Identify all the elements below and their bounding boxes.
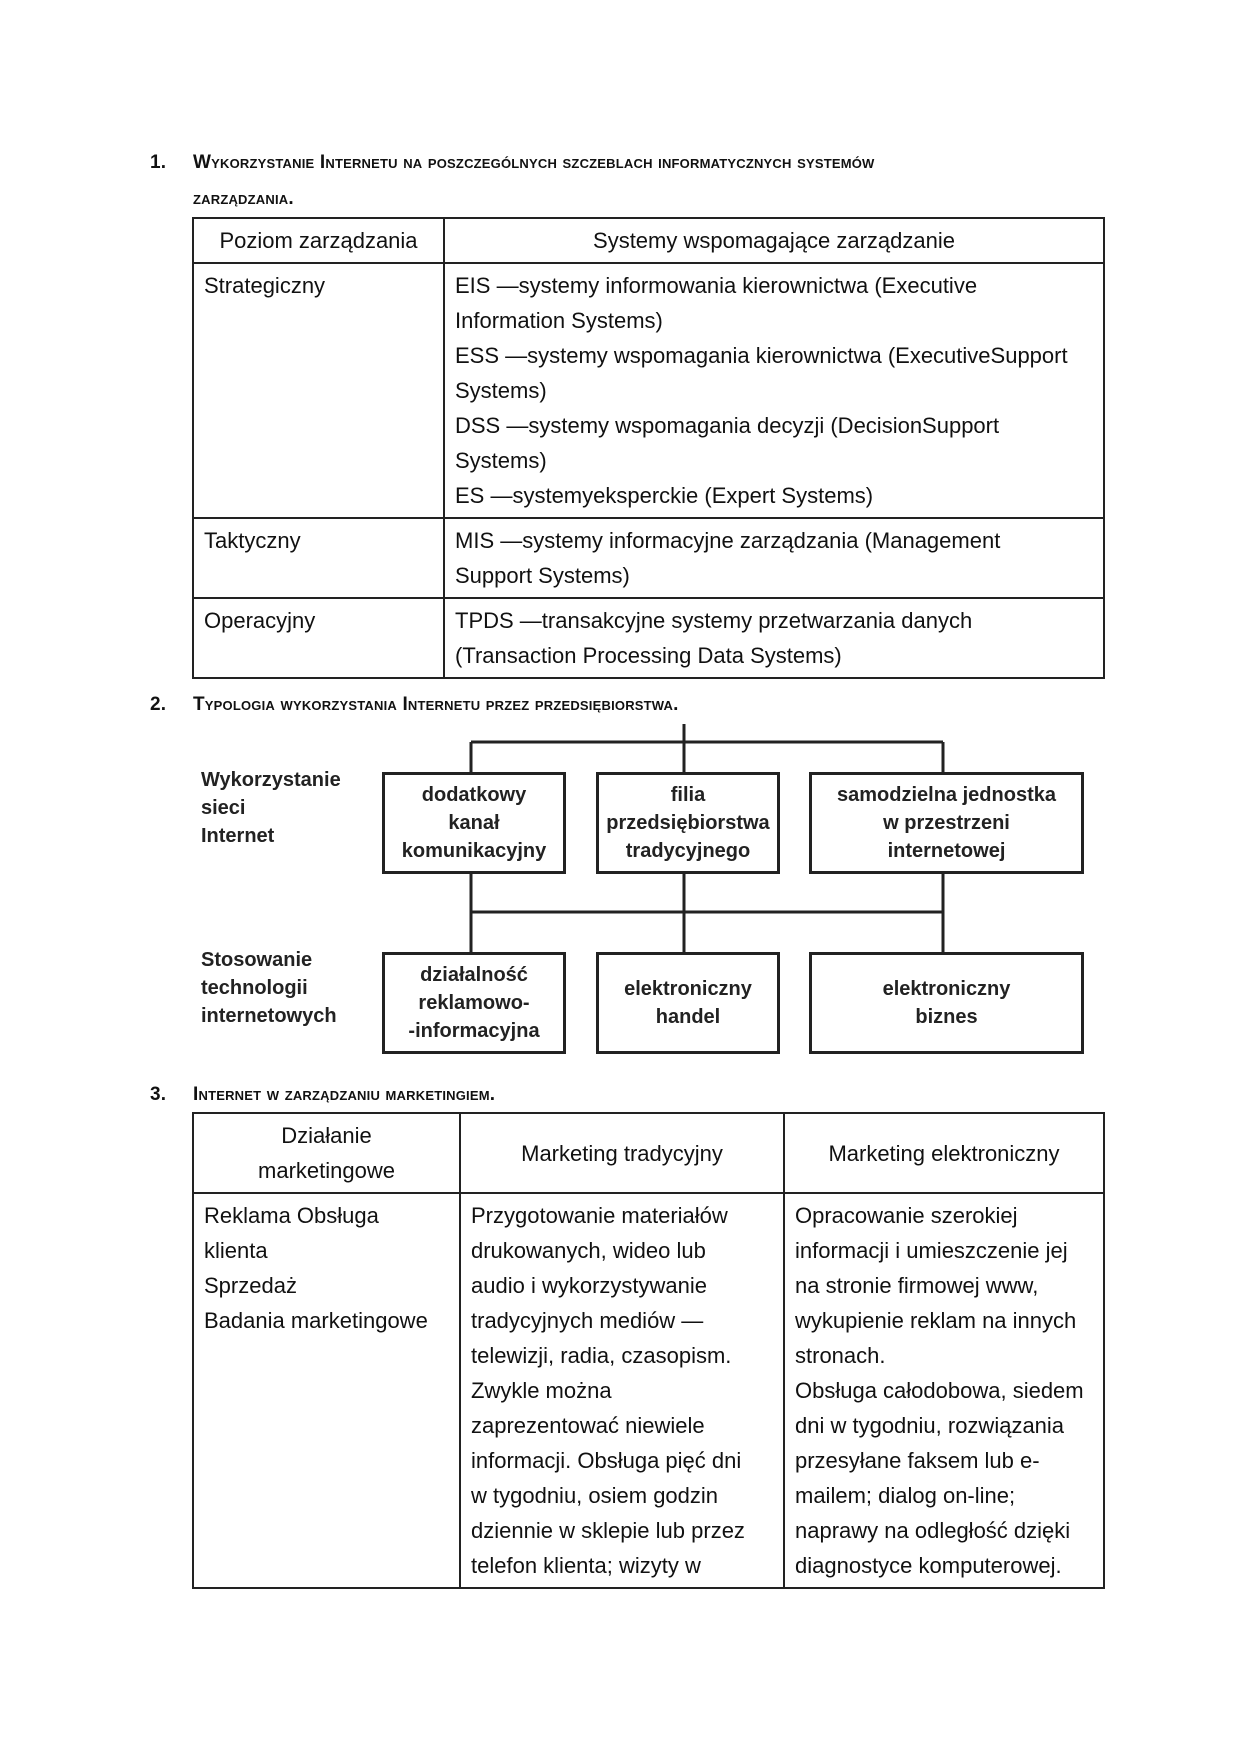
section1-number: 1.	[150, 152, 167, 173]
box-advertising-info: działalność reklamowo- -informacyjna	[382, 952, 566, 1054]
marketing-table	[192, 1112, 1105, 1589]
system-line: ES —systemyeksperckie (Expert Systems)	[455, 483, 874, 508]
header-electronic: Marketing elektroniczny	[784, 1113, 1104, 1193]
system-line: MIS —systemy informacyjne zarządzania (Management	[455, 528, 1001, 553]
table-header-row	[193, 1113, 1104, 1193]
system-line: TPDS —transakcyjne systemy przetwarzania danych	[455, 608, 973, 633]
header-traditional: Marketing tradycyjny	[460, 1113, 784, 1193]
box-additional-channel: dodatkowy kanał komunikacyjny	[382, 772, 566, 874]
system-line: Systems)	[455, 378, 547, 403]
system-line: Information Systems)	[455, 308, 663, 333]
box-independent-unit: samodzielna jednostka w przestrzeni internetowej	[809, 772, 1084, 874]
section1-heading-cont	[193, 182, 294, 216]
system-line: (Transaction Processing Data Systems)	[455, 643, 842, 668]
table-row	[193, 1193, 1104, 1588]
box-e-business: elektroniczny biznes	[809, 952, 1084, 1054]
section2-title: Typologia wykorzystania Internetu przez przedsiębiorstwa.	[193, 694, 679, 715]
section2-heading	[150, 688, 679, 722]
level-cell: Strategiczny	[193, 263, 444, 518]
system-line: Systems)	[455, 448, 547, 473]
box-branch-traditional: filia przedsiębiorstwa tradycyjnego	[596, 772, 780, 874]
box-e-commerce: elektroniczny handel	[596, 952, 780, 1054]
level-cell: Operacyjny	[193, 598, 444, 678]
section3-heading	[150, 1078, 495, 1112]
section1-title-line2: zarządzania.	[193, 188, 294, 209]
diagram-row1-label: Wykorzystanie sieci Internet	[201, 769, 341, 847]
system-line: EIS —systemy informowania kierownictwa (Executive	[455, 273, 978, 298]
header-level: Poziom zarządzania	[193, 218, 444, 263]
section3-number: 3.	[150, 1084, 167, 1105]
header-systems: Systemy wspomagające zarządzanie	[444, 218, 1104, 263]
system-line: DSS —systemy wspomagania decyzji (DecisionSupport	[455, 413, 1000, 438]
table-row	[193, 598, 1104, 678]
table-row	[193, 518, 1104, 598]
section3-title: Internet w zarządzaniu marketingiem.	[193, 1084, 496, 1105]
header-activity: Działanie marketingowe	[193, 1113, 460, 1193]
system-line: ESS —systemy wspomagania kierownictwa (ExecutiveSupport	[455, 343, 1068, 368]
diagram-row2-label: Stosowanie technologii internetowych	[201, 949, 337, 1027]
section1-title-line1: Wykorzystanie Internetu na poszczególnych szczeblach informatycznych systemów	[193, 152, 875, 173]
systems-cell	[444, 598, 1104, 678]
systems-cell	[444, 263, 1104, 518]
table-header-row	[193, 218, 1104, 263]
table-row	[193, 263, 1104, 518]
management-systems-table	[192, 217, 1105, 679]
traditional-cell: Przygotowanie materiałów drukowanych, wideo lub audio i wykorzystywanie tradycyjnych mediów — telewizji, radia, czasopism. Zwykle można zaprezentować niewiele informacji. Obsługa pięć dni w tygodniu, osiem godzin dziennie w sklepie lub przez telefon klienta; wizyty w	[460, 1193, 784, 1588]
section2-number: 2.	[150, 694, 167, 715]
activities-cell: Reklama Obsługa klienta Sprzedaż Badania marketingowe	[193, 1193, 460, 1588]
electronic-cell: Opracowanie szerokiej informacji i umieszczenie jej na stronie firmowej www, wykupienie reklam na innych stronach. Obsługa całodobowa, siedem dni w tygodniu, rozwiązania przesyłane faksem lub e- mailem; dialog on-line; naprawy na odległość dzięki diagnostyce komputerowej.	[784, 1193, 1104, 1588]
system-line: Support Systems)	[455, 563, 630, 588]
systems-cell	[444, 518, 1104, 598]
level-cell: Taktyczny	[193, 518, 444, 598]
section1-heading	[150, 146, 875, 180]
